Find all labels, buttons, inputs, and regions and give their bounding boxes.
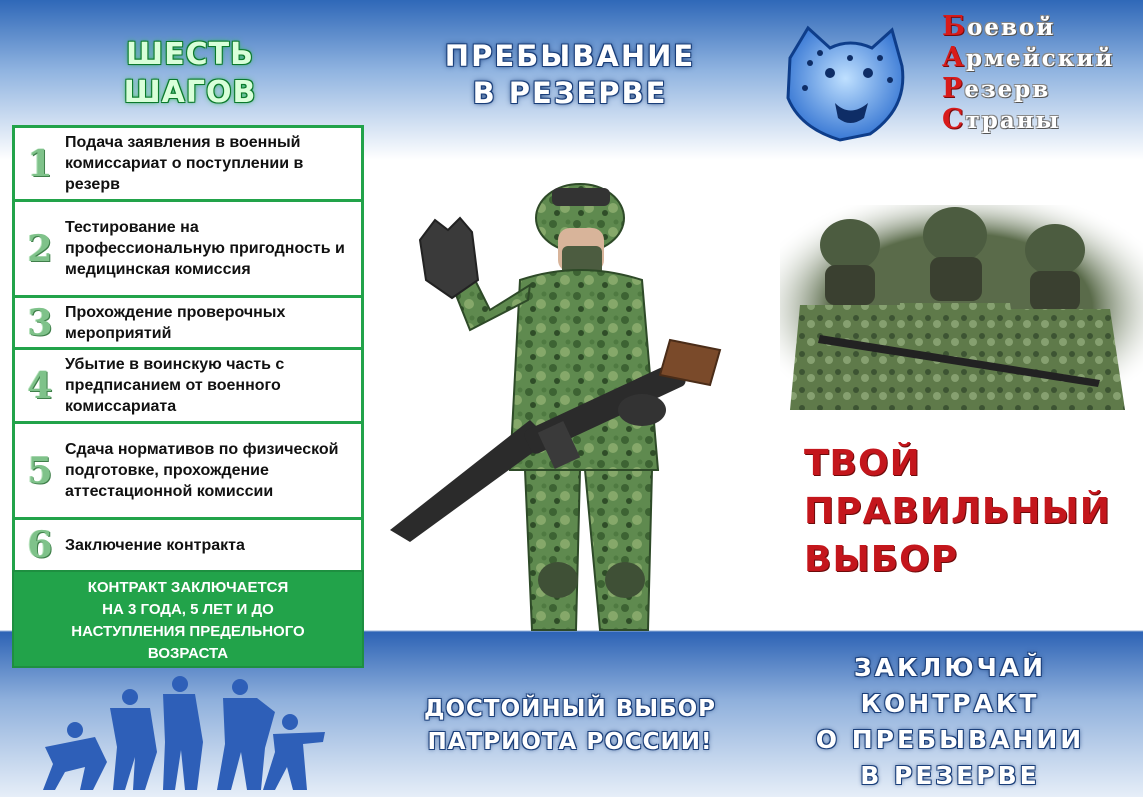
six-steps-heading: ШЕСТЬ ШАГОВ <box>123 37 257 110</box>
step-text: Сдача нормативов по физической подготовке, прохождение аттестационной комиссии <box>65 441 339 500</box>
step-item <box>15 350 361 424</box>
bars-acronym <box>942 12 1142 136</box>
step-number: 3 <box>27 301 53 344</box>
bars-line: Страны <box>942 104 1061 135</box>
bars-line: Резерв <box>942 73 1051 104</box>
step-text: Подача заявления в военный комиссариат о поступлении в резерв <box>65 134 304 193</box>
step-number: 2 <box>27 227 53 270</box>
step-text: Прохождение проверочных мероприятий <box>65 303 286 342</box>
right-choice-slogan: ТВОЙ ПРАВИЛЬНЫЙ ВЫБОР <box>804 443 1111 580</box>
step-item <box>15 202 361 298</box>
bars-line: Армейский <box>942 42 1115 73</box>
leopard-emblem-icon <box>780 18 910 143</box>
step-number: 4 <box>27 364 53 407</box>
soldiers-group-photo <box>780 205 1143 410</box>
contract-terms-box: КОНТРАКТ ЗАКЛЮЧАЕТСЯ НА 3 ГОДА, 5 ЛЕТ И ДО НАСТУПЛЕНИЯ ПРЕДЕЛЬНОГО ВОЗРАСТА <box>12 570 364 668</box>
bars-line: Боевой <box>942 11 1056 42</box>
conclude-contract-slogan: ЗАКЛЮЧАЙ КОНТРАКТ О ПРЕБЫВАНИИ В РЕЗЕРВЕ <box>815 653 1085 790</box>
soldier-silhouettes-icon <box>35 672 335 792</box>
step-item <box>15 520 361 570</box>
soldier-illustration <box>380 170 740 635</box>
patriot-slogan: ДОСТОЙНЫЙ ВЫБОР ПАТРИОТА РОССИИ! <box>423 696 717 755</box>
step-number: 6 <box>27 524 53 566</box>
step-text: Убытие в воинскую часть с предписанием от военного комиссариата <box>65 356 285 415</box>
step-item <box>15 128 361 202</box>
steps-list <box>12 125 364 573</box>
step-text: Заключение контракта <box>65 536 245 554</box>
step-item <box>15 298 361 350</box>
step-number: 5 <box>27 449 53 492</box>
step-number: 1 <box>27 142 53 185</box>
step-item <box>15 424 361 520</box>
reserve-title: ПРЕБЫВАНИЕ В РЕЗЕРВЕ <box>444 39 696 110</box>
step-text: Тестирование на профессиональную пригодность и медицинская комиссия <box>65 219 345 278</box>
